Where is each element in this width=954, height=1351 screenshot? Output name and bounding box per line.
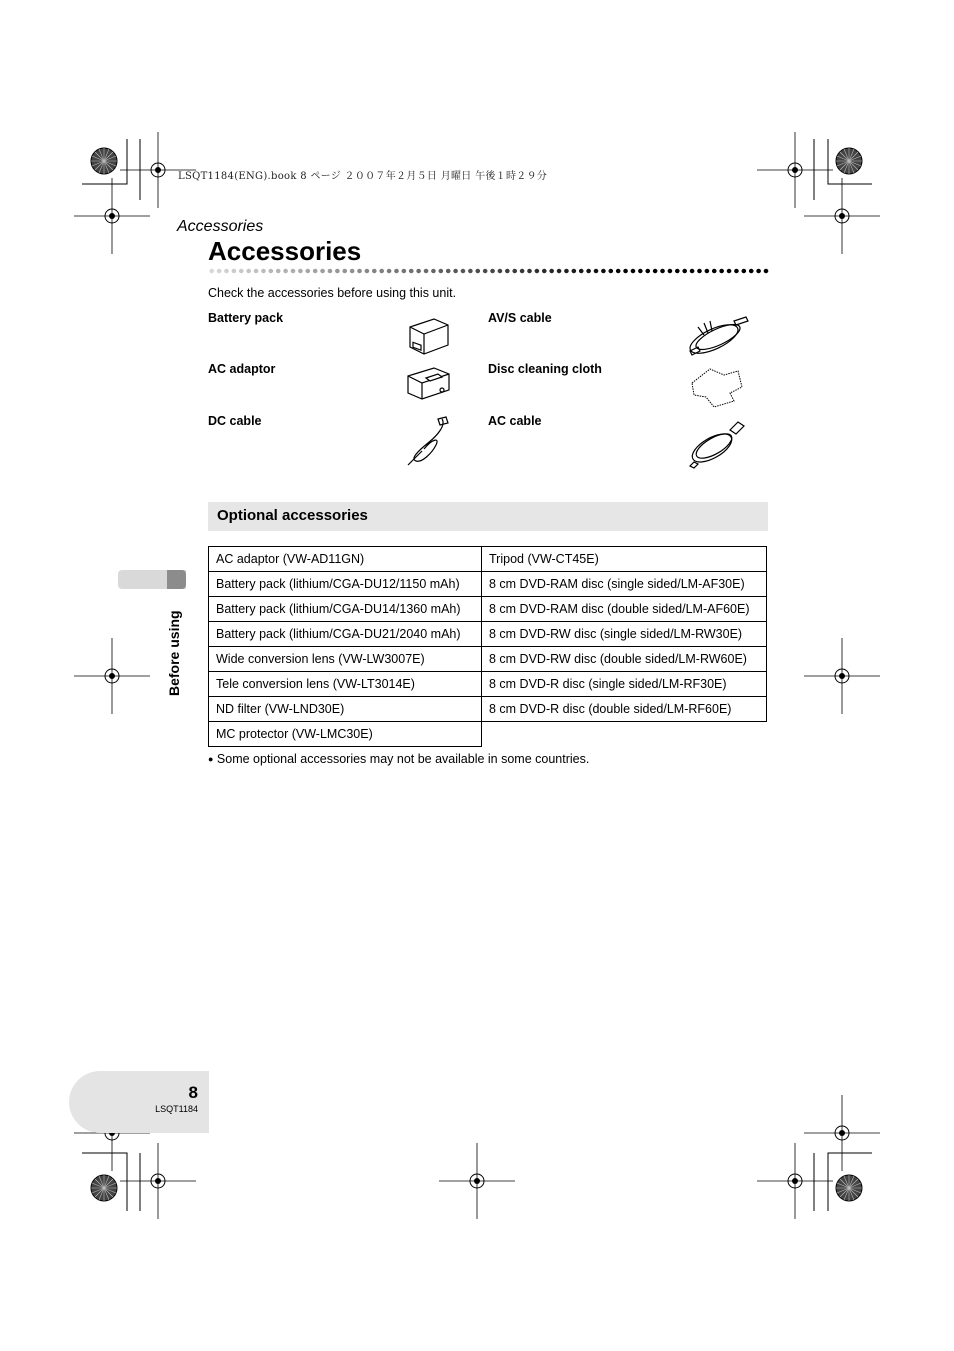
table-row (209, 547, 767, 572)
table-cell: ND filter (VW-LND30E) (209, 697, 482, 722)
bullet-icon: ● (208, 754, 214, 764)
table-row (209, 697, 767, 722)
accessory-label-battery-pack: Battery pack (208, 311, 284, 325)
optional-accessories-header (208, 502, 768, 531)
table-row (209, 647, 767, 672)
optional-accessories-title: Optional accessories (217, 507, 368, 524)
document-code: LSQT1184 (155, 1104, 198, 1114)
page-title: Accessories (208, 236, 362, 266)
table-cell: 8 cm DVD-R disc (single sided/LM-RF30E) (482, 672, 767, 697)
table-cell: AC adaptor (VW-AD11GN) (209, 547, 482, 572)
table-cell: Battery pack (lithium/CGA-DU21/2040 mAh) (209, 622, 482, 647)
title-dot-rule-fade (208, 268, 770, 274)
table-row (209, 622, 767, 647)
ac-cable-icon (686, 414, 750, 470)
note-text: Some optional accessories may not be available in some countries. (216, 752, 590, 766)
table-cell: 8 cm DVD-R disc (double sided/LM-RF60E) (482, 697, 767, 722)
table-row (209, 572, 767, 597)
page-number: 8 (188, 1083, 198, 1102)
side-tab-label: Before using (166, 610, 182, 696)
availability-note (208, 752, 589, 766)
cleaning-cloth-icon (688, 363, 748, 411)
table-cell: 8 cm DVD-RAM disc (single sided/LM-AF30E) (482, 572, 767, 597)
table-cell: MC protector (VW-LMC30E) (209, 722, 482, 747)
accessory-label-ac-cable: AC cable (488, 414, 542, 428)
table-row (209, 672, 767, 697)
accessory-label-ac-adaptor: AC adaptor (208, 362, 276, 376)
table-cell: Wide conversion lens (VW-LW3007E) (209, 647, 482, 672)
accessory-label-avs-cable: AV/S cable (488, 311, 552, 325)
section-label: Accessories (177, 218, 264, 235)
accessory-label-cleaning-cloth: Disc cleaning cloth (488, 362, 602, 376)
table-cell: Battery pack (lithium/CGA-DU14/1360 mAh) (209, 597, 482, 622)
print-header: LSQT1184(ENG).book 8 ページ ２００７年２月５日 月曜日 午後１時２９分 (178, 171, 548, 182)
optional-accessories-table (208, 546, 767, 747)
ac-adaptor-icon (404, 364, 452, 402)
table-cell: Tripod (VW-CT45E) (482, 547, 767, 572)
battery-pack-icon (404, 313, 452, 357)
table-cell: 8 cm DVD-RW disc (single sided/LM-RW30E) (482, 622, 767, 647)
table-cell-empty (482, 722, 767, 747)
accessory-label-dc-cable: DC cable (208, 414, 262, 428)
table-row (209, 722, 767, 747)
table-cell: Tele conversion lens (VW-LT3014E) (209, 672, 482, 697)
avs-cable-icon (684, 311, 754, 359)
table-row (209, 597, 767, 622)
table-cell: 8 cm DVD-RW disc (double sided/LM-RW60E) (482, 647, 767, 672)
dc-cable-icon (402, 413, 452, 467)
intro-text: Check the accessories before using this unit. (208, 286, 457, 300)
table-cell: 8 cm DVD-RAM disc (double sided/LM-AF60E) (482, 597, 767, 622)
table-cell: Battery pack (lithium/CGA-DU12/1150 mAh) (209, 572, 482, 597)
